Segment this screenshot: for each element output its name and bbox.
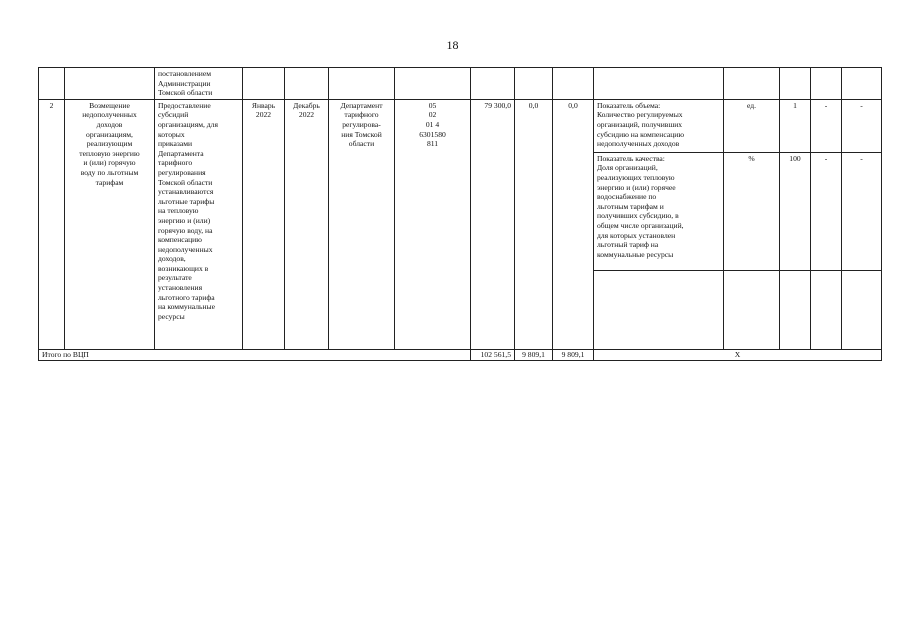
cell-amount1: 79 300,0 — [471, 99, 515, 349]
cell-description: Предоставление субсидий организациям, для которых приказами Департамента тарифного регулирования Томской области устанавливаются льготные тарифы на тепловую энергию и (или) горячую воду, на компенсацию недополученных доходов, возникающих в результате установления льготного тарифа на коммунальные ресурсы — [155, 99, 243, 349]
table-row-continuation — [39, 68, 882, 100]
cell-indicator-v3: - — [842, 152, 882, 270]
total-label: Итого по ВЦП — [39, 349, 471, 360]
cell-amount2: 0,0 — [515, 99, 553, 349]
cell-end: Декабрь 2022 — [285, 99, 329, 349]
cell-name: Возмещение недополученных доходов организациям, реализующим тепловую энергию и (или) горячую воду по льготным тарифам — [65, 99, 155, 349]
page-number: 18 — [446, 38, 459, 52]
cell-amount3: 0,0 — [553, 99, 594, 349]
cell-executor: Департамент тарифного регулирова- ния Томской области — [329, 99, 395, 349]
cell-number: 2 — [39, 99, 65, 349]
total-mark: X — [594, 349, 882, 360]
cell-indicator-quality: Показатель качества: Доля организаций, реализующих тепловую энергию и (или) горячее водоснабжение по льготным тарифам и получивших субсидию, в общем числе организаций, для которых установлен льготный тариф на коммунальные ресурсы — [594, 152, 724, 270]
cell-indicator-v3: - — [842, 99, 882, 152]
cell-indicator-volume: Показатель объема: Количество регулируемых организаций, получивших субсидию на компенсацию недополученных доходов — [594, 99, 724, 152]
cell-description-tail: постановлением Администрации Томской области — [155, 68, 243, 100]
cell-start: Январь 2022 — [243, 99, 285, 349]
total-amount2: 9 809,1 — [515, 349, 553, 360]
cell-indicator-value: 1 — [780, 99, 811, 152]
cell-indicator-unit: % — [724, 152, 780, 270]
cell-indicator-v2: - — [811, 152, 842, 270]
cell-indicator-unit: ед. — [724, 99, 780, 152]
cell-name — [65, 68, 155, 100]
cell-code: 05 02 01 4 6301580 811 — [395, 99, 471, 349]
total-amount3: 9 809,1 — [553, 349, 594, 360]
table-row-total — [39, 349, 882, 360]
total-amount1: 102 561,5 — [471, 349, 515, 360]
table-row — [39, 99, 882, 152]
cell-indicator-value: 100 — [780, 152, 811, 270]
program-table — [38, 67, 882, 361]
cell-indicator-v2: - — [811, 99, 842, 152]
cell-number — [39, 68, 65, 100]
